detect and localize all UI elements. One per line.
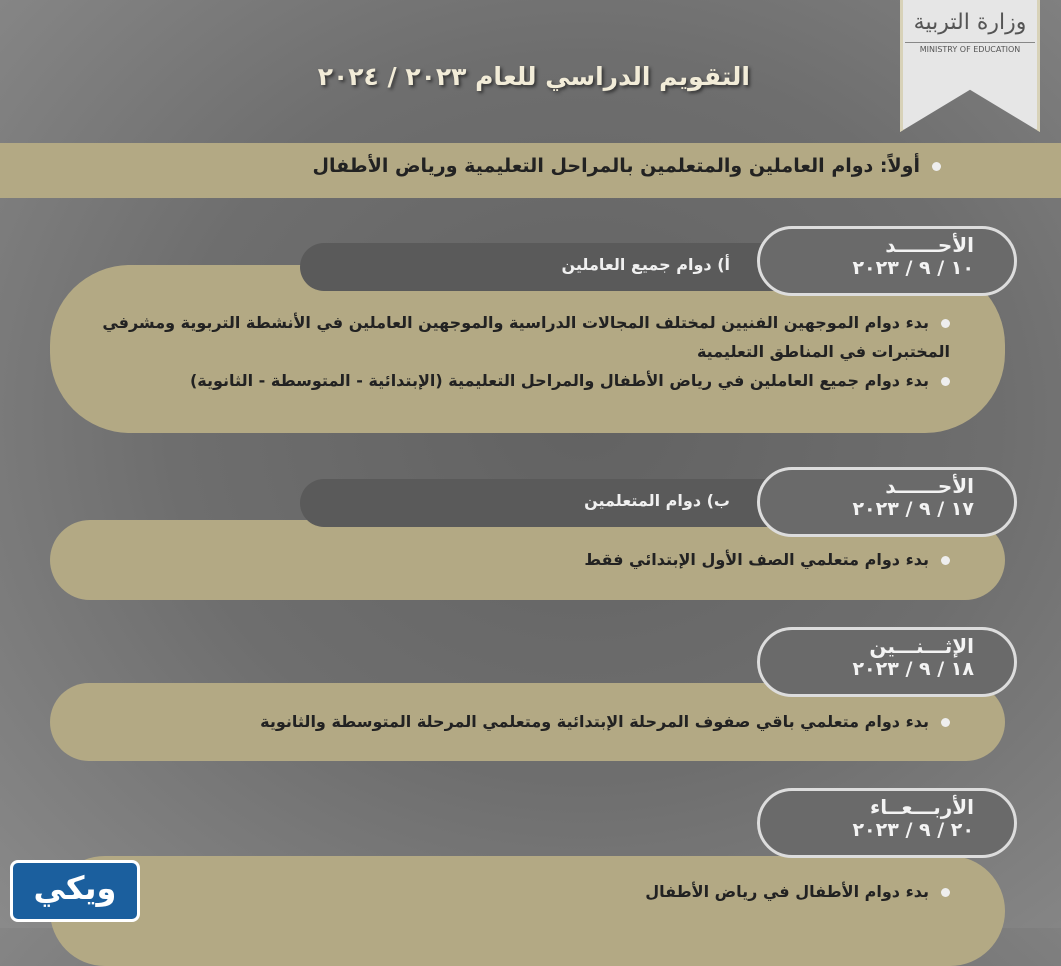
block-4-items [80,877,950,906]
date-label: ١٧ / ٩ / ٢٠٢٣ [852,498,974,520]
block-2-subtitle: ب) دوام المتعلمين [300,479,790,527]
list-item: بدء دوام متعلمي باقي صفوف المرحلة الإبتدائية ومتعلمي المرحلة المتوسطة والثانوية [80,707,950,736]
block-1-date-pill [757,226,1017,296]
list-item: بدء دوام جميع العاملين في رياض الأطفال والمراحل التعليمية (الإبتدائية - المتوسطة - الثانوية) [80,366,950,395]
block-2-date-pill [757,467,1017,537]
watermark-text: ويكي [33,869,117,907]
block-4-card [50,856,1005,966]
block-2-items [80,545,950,574]
day-label: الأحــــــد [885,233,974,257]
section-heading-text: أولاً: دوام العاملين والمتعلمين بالمراحل التعليمية ورياض الأطفال [312,155,920,177]
bullet-icon [932,162,941,171]
date-label: ١٨ / ٩ / ٢٠٢٣ [852,658,974,680]
ministry-logo-english: MINISTRY OF EDUCATION [905,42,1035,54]
day-label: الأربـــعــاء [870,795,974,819]
ministry-logo-arabic: وزارة التربية [913,10,1027,35]
list-item: بدء دوام متعلمي الصف الأول الإبتدائي فقط [80,545,950,574]
block-3-date-pill [757,627,1017,697]
block-3-items [80,707,950,736]
block-1-subtitle: أ) دوام جميع العاملين [300,243,790,291]
page-title: التقويم الدراسي للعام ٢٠٢٣ / ٢٠٢٤ [317,62,750,91]
date-label: ٢٠ / ٩ / ٢٠٢٣ [852,819,974,841]
block-1-items [80,308,950,395]
list-item: بدء دوام الأطفال في رياض الأطفال [80,877,950,906]
day-label: الإثـــنـــين [869,634,974,658]
section-heading [313,155,941,177]
list-item: بدء دوام الموجهين الفنيين لمختلف المجالات الدراسية والموجهين العاملين في الأنشطة التربوية ومشرفي المختبرات في المناطق التعليمية [102,313,950,361]
day-label: الأحــــــد [885,474,974,498]
date-label: ١٠ / ٩ / ٢٠٢٣ [852,257,974,279]
wiki-watermark-logo [10,860,140,922]
block-4-date-pill [757,788,1017,858]
